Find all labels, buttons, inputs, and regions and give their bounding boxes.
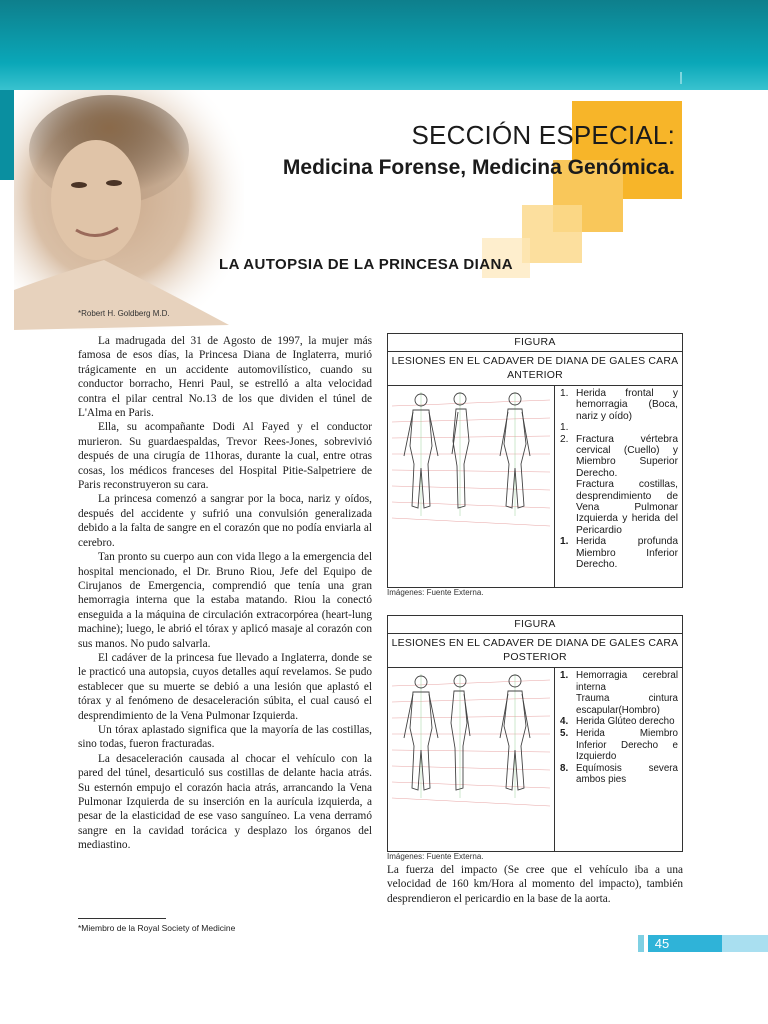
- injury-list: [560, 388, 678, 571]
- figure-caption: Imágenes: Fuente Externa.: [387, 852, 484, 861]
- list-item: 8. Equímosis severa ambos pies: [560, 762, 678, 786]
- section-title: SECCIÓN ESPECIAL:: [411, 120, 675, 150]
- figure-label: FIGURA: [388, 616, 682, 634]
- article-body: [78, 334, 372, 853]
- continuation-paragraph: La fuerza del impacto (Se cree que el vehículo iba a una velocidad de 160 km/Hora al momento del impacto), también desprendieron el pericardio en la base de la aorta.: [387, 864, 683, 905]
- section-subtitle: Medicina Forense, Medicina Genómica.: [282, 156, 675, 179]
- article-title: LA AUTOPSIA DE LA PRINCESA DIANA: [219, 256, 513, 273]
- paragraph: El cadáver de la princesa fue llevado a Inglaterra, donde se le practicó una autopsia, cuyos detalles aquí revelamos. Se pudo establecer que su muerte se debió a una lesión que aplastó el tórax y al fenómeno de desaceleración súbita, el cual causó el desprendimiento de la Vena Pulmonar Izquierda.: [78, 651, 372, 722]
- figure-title: LESIONES EN EL CADAVER DE DIANA DE GALES CARA ANTERIOR: [388, 352, 682, 386]
- paragraph: La princesa comenzó a sangrar por la boca, nariz y oídos, después del accidente y sufrió una convulsión generalizada debido a la falta de sangre en el corazón que no podía enviarla al cerebro.: [78, 493, 372, 549]
- list-item: 5. Herida Miembro Inferior Derecho e Izquierdo: [560, 727, 678, 763]
- list-item: 1.: [560, 422, 569, 434]
- body-diagram-posterior: [388, 668, 555, 851]
- list-item: 4. Herida Glúteo derecho: [560, 716, 675, 728]
- figure-title: LESIONES EN EL CADAVER DE DIANA DE GALES CARA POSTERIOR: [388, 634, 682, 668]
- footnote: *Miembro de la Royal Society of Medicine: [78, 923, 236, 933]
- list-item: 1. Hemorragia cerebral interna: [560, 670, 678, 693]
- banner-tick: [680, 72, 682, 84]
- list-item: 2. Fractura vértebra cervical (Cuello) y Miembro Superior Derecho.: [560, 433, 678, 479]
- decor-square: [522, 205, 582, 263]
- author-line: *Robert H. Goldberg M.D.: [78, 309, 170, 318]
- list-item: 1. Herida profunda Miembro Inferior Derecho.: [560, 536, 678, 571]
- header-banner: [0, 0, 768, 90]
- figure-posterior: [387, 615, 683, 852]
- injury-list: [560, 670, 678, 786]
- list-item: 1. Herida frontal y hemorragia (Boca, nariz y oído): [560, 388, 678, 422]
- sidebar-strip: [0, 90, 14, 180]
- figure-caption: Imágenes: Fuente Externa.: [387, 588, 484, 597]
- paragraph: La madrugada del 31 de Agosto de 1997, la mujer más famosa de esos días, la Princesa Diana de Inglaterra, murió trágicamente en un accidente automovilístico, cuando su conductor borracho, Henri Paul, se estrelló a alta velocidad contra el pilar central No.13 de los que dividen el túnel de L'Alma en Paris.: [78, 335, 372, 420]
- body-diagram-anterior: [388, 386, 555, 588]
- portrait-photo: [14, 90, 244, 330]
- paragraph: La desaceleración causada al chocar el vehículo con la pared del túnel, desarticuló sus costillas de delante hacia atrás. Su esternón empujo el corazón hacia atrás, arrancando la Vena Pulmonar Izquierda de su inserción en la aurícula izquierda, a pesar de la elasticidad de ese vaso sanguíneo. La vena derramó sangre en la cavidad torácica y desplazo los órganos del mediastino.: [78, 752, 372, 852]
- figure-anterior: [387, 333, 683, 588]
- list-item: Fractura costillas, desprendimiento de Vena Pulmonar Izquierda y herida del Pericardio: [576, 479, 678, 536]
- footnote-divider: [78, 918, 166, 919]
- page-number: 45: [654, 936, 670, 951]
- paragraph: Un tórax aplastado significa que la mayoría de las costillas, sino todas, fueron fracturadas.: [78, 723, 372, 751]
- paragraph: Ella, su acompañante Dodi Al Fayed y el conductor murieron. Su guardaespaldas, Trevor Rees-Jones, sobrevivió después de una cirugía de 11horas, durante la cual, entre otras cosas, los médicos franceses del Hospital Pitie-Salpetriere de Paris reconstruyeron su cara.: [78, 421, 372, 492]
- paragraph: Tan pronto su cuerpo aun con vida llego a la emergencia del hospital mencionado, el Dr. Bruno Riou, Jefe del Equipo de Cirujanos de Emergencia, comprendió que tenía una gran hemorragia interna que la estaba matando. Riou la conectó enseguida a la máquina de circulación extracorpórea (heart-lung machine); luego, le abrió el tórax y aplicó masaje al corazón con sus manos. No pudo salvarla.: [78, 551, 372, 650]
- figure-label: FIGURA: [388, 334, 682, 352]
- list-item: Trauma cintura escapular(Hombro): [576, 693, 678, 716]
